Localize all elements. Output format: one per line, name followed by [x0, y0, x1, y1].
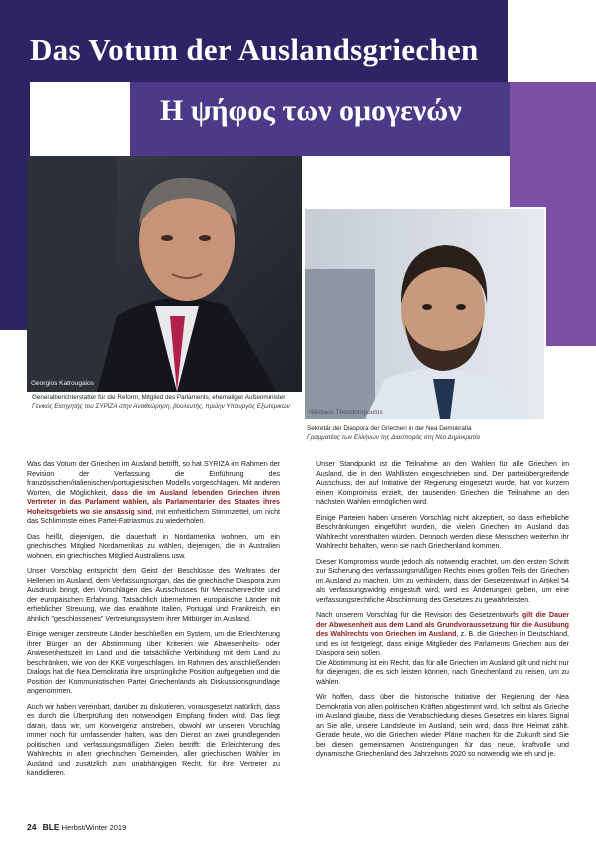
page-title-greek: Η ψήφος των ομογενών [160, 94, 462, 127]
photo-credit-right: Nikolaos Theodoropoulos [309, 409, 383, 416]
paragraph-text: Nach unserem Vorschlag für die Revision des Gesetzentwurfs [316, 611, 522, 619]
caption-right-german: Sekretär der Diaspora der Griechen in der Nea Demokratia [307, 425, 472, 432]
article-paragraph: Einige weniger zerstreute Länder beschließen ein System, um die Erleichterung ihrer Bürger an der Abstimmung über Kriterien wie Abwesenheits- oder Anwesenheitszeit im Land und die tatsächliche Verbindung mit dem Land zu beschränken, wie von der KKE vorgeschlagen. Im Rahmen des anschließenden Dialogs hat die Nea Demokratia ihre ursprüngliche Position aufgegeben und die Position der Kommunistischen Partei Griechenlands als Diskussionsgrundlage angenommen. [27, 630, 280, 695]
page-title-german: Das Votum der Auslandsgriechen [30, 32, 479, 67]
article-paragraph: Einige Parteien haben unseren Vorschlag nicht akzeptiert, so dass erhebliche Beschränkungen eingeführt wurden, die vielen Griechen im Ausland das Wahlrecht vorenthalten würden. Dennoch werden diese Menschen weiterhin ihr Wahlrecht behalten, wenn sie nach Griechenland kommen. [316, 513, 569, 550]
caption-left [32, 394, 302, 411]
article-column-left [27, 460, 280, 785]
article-column-right [316, 460, 569, 766]
caption-right-greek: Γραμματέας των Ελλήνων της Διασποράς στη Νέα Δημοκρατία [307, 433, 480, 441]
highlighted-text: gilt die Dauer der Abwesenheit aus dem Land als Grundvoraussetzung für die Ausübung des Wahlrechts von Griechen im Ausland [316, 611, 570, 638]
highlighted-text: dass die im Ausland lebenden Griechen ihren Vertreter in das Parlament wählen, als Parlamentarier des Staates ihres Hoheitsgebiets wo sie ansässig sind [27, 488, 280, 516]
page-footer [27, 822, 126, 832]
article-paragraph: Das heißt, diejenigen, die dauerhaft in Nordamerika wohnen, um ein griechisches Mitglied Nordamerikas zu wählen, diejenigen, die in Australien wohnen, ein griechisches Mitglied Australiens usw. [27, 532, 280, 560]
article-paragraph: Wir hoffen, dass über die historische Initiative der Regierung der Nea Demokratia von allen politischen Kräften abgestimmt wird. Ich selbst als Grieche im Ausland glaube, dass die Verabschiedung dieses Gesetzes ein klares Signal an Sie alle, unsere Landsleute im Ausland, sein wird, dass Ihre Heimat zählt. Gerade heute, wo die Griechen wieder Pläne machen für die Zukunft sind Sie bei diesen gemeinsamen Anstrengungen für das neue, kraftvolle und dynamische Griechenland des Jahrzehnts 2020 so notwendig wie eh und je. [316, 693, 569, 758]
magazine-name: BLE [42, 822, 60, 832]
caption-right [307, 425, 547, 442]
caption-left-german: Generalberichterstatter für die Reform, Mitglied des Parlaments, ehemaliger Außenminister [32, 394, 286, 401]
paragraph-text: , z. B. die Griechen in Deutschland, und es ist festgelegt, dass einige Mitglieder des Parlaments Griechen aus der Diaspora sein sollen. [316, 630, 569, 657]
caption-left-greek: Γενικός Εισηγητής του ΣΥΡΙΖΑ στην Αναθεώρηση, βουλευτής, πρώην Υπουργός Εξωτερικών [32, 402, 290, 410]
article-paragraph: Die Abstimmung ist ein Recht, das für alle Griechen im Ausland gilt und nicht nur für diejenigen, die es sich leisten können, nach Griechenland zu reisen, um zu wählen. [316, 658, 569, 686]
portrait-photo-right [303, 207, 546, 421]
article-paragraph [27, 460, 280, 527]
paragraph-text: , mit einheitlichem Stimmzettel, um nicht das Schlimmste eines Partei-Fatriasmus zu wiederholen. [27, 507, 281, 525]
paragraph-text: Was das Votum der Griechen im Ausland betrifft, so hat SYRIZA im Rahmen der Revision der Verfassung die Einführung des französischen/italienischen/portugiesischen Modells vorgeschlagen. Mit anderen Worten, die Möglichkeit, [27, 460, 280, 497]
portrait-left-image [27, 156, 302, 392]
article-paragraph: Dieser Kompromiss wurde jedoch als notwendig erachtet, um den ersten Schritt zur Sicherung des verfassungsmäßigen Rechts eines großen Teils der Griechen im Ausland zu machen. Um zu verhindern, dass der Gesetzentwurf in Artikel 54 als verfassungswidrig eingestuft wird, wird es Änderungen geben, um eine verfassungsrechtliche Abschirmung des Gesetzes zu gewährleisten. [316, 557, 569, 604]
article-paragraph [316, 611, 569, 659]
article-paragraph: Auch wir haben vereinbart, darüber zu diskutieren, vorausgesetzt natürlich, dass es durch die Überprüfung den notwendigen Empfang finden wird. Das liegt daran, dass wir, um Konvergenz anstreben, obwohl wir unseren Vorschlag immer noch für umfassender halten, was den Dienst an zwei grundlegenden politischen und verfassungsmäßigen Zielen betrifft: die Erleichterung des Wahlrechts in allen griechischen Gemeinden, aller griechischen Wähler im Ausland und zusätzlich zum unabhängigen Recht, für ihre Vertreter zu kandidieren. [27, 702, 280, 777]
portrait-right-image [305, 209, 544, 419]
page-number: 24 [27, 822, 37, 832]
issue-label: Herbst/Winter 2019 [61, 823, 127, 832]
article-paragraph: Unser Standpunkt ist die Teilnahme an den Wahlen für alle Griechen im Ausland, die in den Wahllisten eingeschrieben sind. Der parteiübergreifende Ausschuss, der auf Initiative der Regierung eingesetzt wurde, hat vor kurzem einen Kompromiss erzielt, der tausenden Griechen die Teilnahme an den nächsten Wahlen ermöglichen wird. [316, 460, 569, 506]
photo-credit-left: Georgios Katrougalos [31, 380, 94, 387]
article-paragraph: Unser Vorschlag entspricht dem Geist der Beschlüsse des Weltrates der Hellenen im Ausland, dem Verfassungsorgan, das die griechische Diaspora zum Ausdruck bringt, den Vorschlägen des Ausschusses für Menschenrechte und der europäischen Erfahrung. Tatsächlich übernehmen europäische Länder mit erheblicher Streuung, wie das erwähnte Italien, Portugal und Frankreich, ein ähnlich "geschlossenes" Vertretungssystem ihrer Mitbürger im Ausland. [27, 567, 280, 623]
portrait-photo-left [27, 156, 302, 392]
